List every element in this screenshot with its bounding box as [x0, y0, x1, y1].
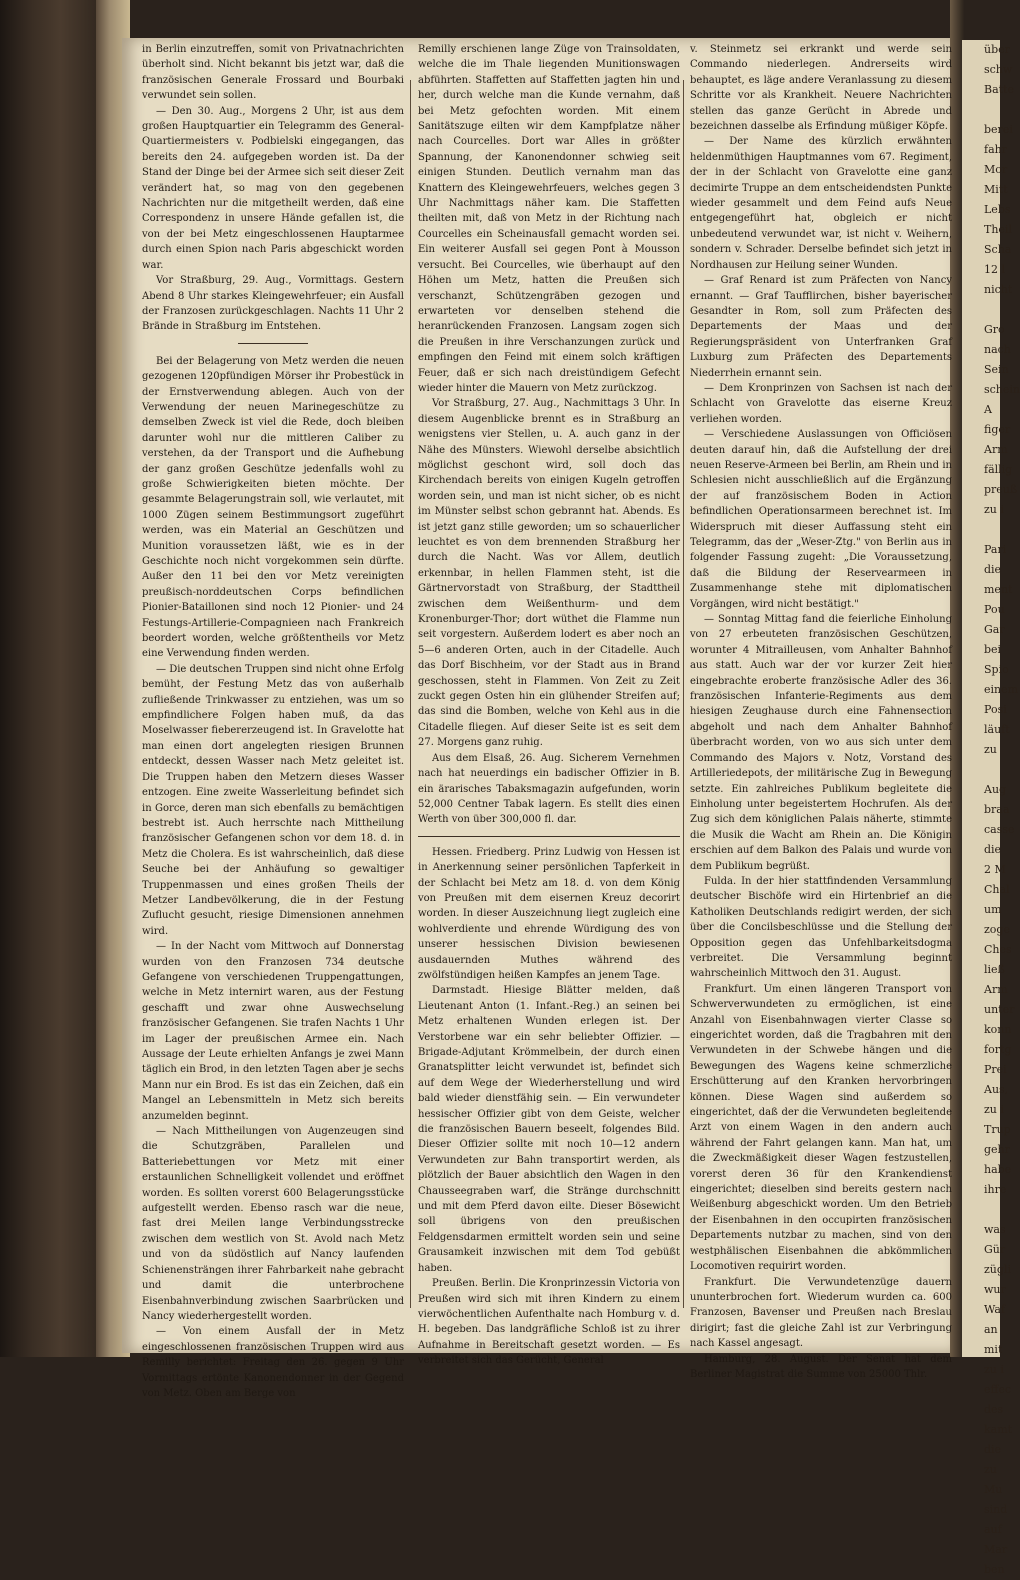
facing-page-line: Batte [984, 83, 1014, 96]
facing-page-line: Sein [984, 363, 1009, 376]
facing-page-line: fällig [984, 463, 1013, 476]
facing-page-line: läuft [984, 723, 1010, 736]
facing-page-line: Trup [984, 1123, 1011, 1136]
article-paragraph: — Dem Kronprinzen von Sachsen ist nach der Schlacht von Gravelotte das eiserne Kreuz verliehen worden. [690, 382, 952, 425]
facing-page-line: fahr [984, 143, 1007, 156]
article-paragraph: — Die deutschen Truppen sind nicht ohne Erfolg bemüht, der Festung Metz das von außerhalb zufließende Trinkwasser zu entziehen, was um so empfindlichere Folgen haben muß, da das Moselwasser fiebererzeugend ist. In Gravelotte hat man einen dort angelegten riesigen Brunnen entdeckt, dessen Wasser nach Metz geleitet ist. Die Truppen haben den Metzern dieses Wasser entzogen. Eine zweite Wasserleitung befindet sich in Gorce, deren man sich ebenfalls zu bemächtigen bestrebt ist. Auch herrschte nach Mittheilung französischer Gefangenen schon vor dem 18. d. in Metz die Cholera. Es ist wahrscheinlich, daß diese Seuche bei der Anhäufung so gewaltiger Truppenmassen und eines großen Theils der Metzer Landbevölkerung, die in der Festung Zuflucht gesucht, riesige Dimensionen annehmen wird. [142, 663, 404, 937]
facing-page-line: mit [984, 1343, 1003, 1356]
article-paragraph: — Sonntag Mittag fand die feierliche Einholung von 27 erbeuteten französischen Geschützen, worunter 4 Mitrailleusen, vom Anhalter Bahnhof aus statt. Auch war der vor kurzer Zeit hier eingebrachte eroberte französische Adler des 36. französischen Infanterie-Regiments aus dem hiesigen Zeughause durch eine Fahnensection abgeholt und nach dem Anhalter Bahnhof überbracht worden, von wo aus sich unter dem Commando des Majors v. Notz, Vorstand des Artilleriedepots, der militärische Zug in Bewegung setzte. Ein zahlreiches Publikum begleitete die Einholung unter begeistertem Hochrufen. Als der Zug sich dem königlichen Palais näherte, stimmte die Musik die Wacht am Rhein an. Die Königin erschien auf dem Balkon des Palais und wurde von dem Publikum begrüßt. [690, 614, 952, 872]
facing-page-line: Gür [984, 1243, 1006, 1256]
facing-page-line: Aug [984, 783, 1007, 796]
article-paragraph: — Nach Mittheilungen von Augenzeugen sind die Schutzgräben, Parallelen und Batteriebettungen vor Metz mit einer erstaunlichen Schnelligkeit vollendet und eröffnet worden. Es sollten vorerst 600 Belagerungsstücke aufgestellt werden. Ebenso rasch war die neue, fast drei Meilen lange Verbindungsstrecke zwischen dem westlich von St. Avold nach Metz und von da südöstlich auf Nancy laufenden Schienensträngen ihrer Fahrbarkeit nahe gebracht und damit die unterbrochene Eisenbahnverbindung zwischen Saarbrücken und Nancy wiederhergestellt worden. [142, 1126, 404, 1322]
article-paragraph: Hamburg, 28. August. Der Senat hat dem Berliner Magistrat die Summe von 25000 Thlr. [690, 1353, 952, 1380]
section-separator [418, 836, 680, 837]
facing-page-line: kamt [984, 1423, 1013, 1436]
article-paragraph: Hessen. Friedberg. Prinz Ludwig von Hessen ist in Anerkennung seiner persönlichen Tapferkeit in der Schlacht bei Metz am 18. d. von dem König von Preußen mit dem eisernen Kreuz decorirt worden. In dieser Auszeichnung liegt zugleich eine wohlverdiente und ehrende Würdigung des von unserer hessischen Division bewiesenen ausdauernden Muthes während des zwölfstündigen heißen Kampfes an jenem Tage. [418, 846, 680, 981]
facing-page-line: fortg [984, 1043, 1012, 1056]
facing-page-line: um [984, 903, 1002, 916]
facing-page-line: effec [984, 1383, 1011, 1396]
facing-page-line: Waf [984, 1303, 1005, 1316]
facing-page-line: auf [984, 1523, 1002, 1536]
facing-page-line: was [984, 1223, 1006, 1236]
column-2 [418, 42, 680, 1367]
facing-page-line: Spio [984, 663, 1009, 676]
facing-page-line [962, 300, 1000, 320]
facing-page-line: Prei [984, 1063, 1007, 1076]
facing-page-line [962, 760, 1000, 780]
book-spine [0, 0, 110, 1357]
facing-page-line: konn [984, 1023, 1012, 1036]
article-paragraph: Darmstadt. Hiesige Blätter melden, daß Lieutenant Anton (1. Infant.-Reg.) an seinen bei Metz erhaltenen Wunden erlegen ist. Der Verstorbene war ein sehr beliebter Offizier. — Brigade-Adjutant Krömmelbein, der durch einen Granatsplitter leicht verwundet ist, befindet sich auf dem Wege der Wiederherstellung und wird bald wieder dienstfähig sein. — Ein verwundeter hessischer Offizier gibt von dem Geiste, welcher die französischen Bauern beseelt, folgendes Bild. Dieser Offizier sollte mit noch 10—12 andern Verwundeten zur Bahn transportirt werden, als plötzlich der Bauer absichtlich den Wagen in den Chausseegraben warf, die Stränge durchschnitt und mit dem Pferd davon eilte. Dieser Bösewicht soll übrigens von den preußischen Feldgensdarmen ermittelt worden sein und seine Grausamkeit inzwischen mit dem Tod gebüßt haben. [418, 985, 680, 1274]
article-paragraph: — Den 30. Aug., Morgens 2 Uhr, ist aus dem großen Hauptquartier ein Telegramm des General-Quartiermeisters v. Podbielski eingegangen, das bereits den 24. aufgegeben worden ist. Da der Stand der Dinge bei der Armee sich seit dieser Zeit verändert hat, so mag von den gegebenen Nachrichten nur die mitgetheilt werden, daß eine Correspondenz in unsere Hände gefallen ist, die von der bei Metz eingeschlossenen Hauptarmee durch einen Spion nach Paris abgeschickt worden war. [142, 105, 404, 271]
article-paragraph: Frankfurt. Die Verwundetenzüge dauern ununterbrochen fort. Wiederum wurden ca. 600 Franzosen, Bavenser und Preußen nach Breslau dirigirt; fast die gleiche Zahl ist zur Verbringung nach Kassel angesagt. [690, 1276, 952, 1350]
facing-page-line: an [984, 1323, 998, 1336]
facing-page-line: zu i [984, 503, 1004, 516]
facing-page-line [962, 520, 1000, 540]
article-paragraph: Fulda. In der hier stattfindenden Versammlung deutscher Bischöfe wird ein Hirtenbrief an die Katholiken Deutschlands redigirt werden, der sich über die Concilsbeschlüsse und die Stellung der Opposition gegen das Unfehlbarkeitsdogma verbreitet. Die Versammlung beginnt wahrscheinlich Mittwoch den 31. August. [690, 875, 952, 980]
facing-page-line: Gro [984, 323, 1005, 336]
facing-page-line: Ches [984, 943, 1012, 956]
column-rule-2 [683, 80, 684, 1308]
facing-page-line: casse [984, 823, 1015, 836]
facing-page-line: Mitt [984, 183, 1008, 196]
facing-page-line: Posi [984, 703, 1007, 716]
facing-page-line: schein [984, 383, 1020, 396]
facing-page-line: Lebs [984, 203, 1011, 216]
facing-page-fragment [962, 40, 1020, 1576]
facing-page-line: Scha [984, 243, 1012, 256]
facing-page-line: Gar [984, 623, 1005, 636]
article-paragraph: Frankfurt. Um einen längeren Transport von Schwerverwundeten zu ermöglichen, ist eine Anzahl von Eisenbahnwagen vierter Classe so eingerichtet worden, daß die Tragbahren mit den Verwundeten in der Schwebe hängen und die Bewegungen des Wagens keine schmerzliche Erschütterung auf den Kranken hervorbringen können. Diese Wagen sind außerdem so eingerichtet, daß der die Verwundeten begleitende Arzt von einem Wagen in den andern auch während der Fahrt gelangen kann. Man hat, um die Zweckmäßigkeit dieser Wagen festzustellen, vorerst deren 36 für den Krankendienst eingerichtet; dieselben sind bereits gestern nach Weißenburg abgeschickt worden. Um den Betrieb der Eisenbahnen in den occupirten französischen Departements nutzbar zu machen, sind von den westphälischen Eisenbahnen die abkömmlichen Locomotiven requirirt worden. [690, 983, 952, 1273]
facing-page-line: Mu [984, 1483, 1003, 1496]
facing-page-line: gehr [984, 1143, 1010, 1156]
facing-page-line: die [984, 563, 1002, 576]
facing-page-line: nach [984, 343, 1011, 356]
facing-page-line: die [984, 1443, 1002, 1456]
facing-page-line: einem [984, 683, 1019, 696]
article-paragraph: v. Steinmetz sei erkrankt und werde sein Commando niederlegen. Andrerseits wird behauptet, es läge andere Veranlassung zu diesem Schritte vor als Krankheit. Neuere Nachrichten stellen das ganze Gerücht in Abrede und bezeichnen dasselbe als Erfindung müßiger Köpfe. [690, 44, 952, 133]
section-separator [238, 343, 308, 344]
column-rule-1 [410, 80, 411, 1308]
article-paragraph: — In der Nacht vom Mittwoch auf Donnerstag wurden von den Franzosen 734 deutsche Gefangene von verschiedenen Truppengattungen, welche in Metz internirt waren, aus der Festung geschafft und zwar ohne Auswechselung französischer Gefangenen. Sie trafen Nachts 1 Uhr im Lager der preußischen Armee ein. Nach Aussage der Leute erhielten Anfangs je zwei Mann täglich ein Brod, in den letzten Tagen aber je sechs Mann nur ein Brod. Es ist das ein Zeichen, daß ein Mangel an Lebensmitteln in Metz sich bereits anzumelden beginnt. [142, 941, 404, 1122]
facing-page-line: ment [984, 583, 1013, 596]
facing-page-line: preuß [984, 483, 1018, 496]
column-1 [142, 42, 404, 1399]
article-paragraph: — Der Name des kürzlich erwähnten heldenmüthigen Hauptmannes vom 67. Regiment, der in der Schlacht von Gravelotte eine ganz decimirte Truppe an dem entscheidendsten Punkte wieder gesammelt und dem Feind aufs Neue entgegengeführt hat, obgleich er nicht unbedeutend verwundet war, ist nicht v. Weihern, sondern v. Schrader. Derselbe befindet sich jetzt in Nordhausen zur Heilung seiner Wunden. [690, 136, 952, 271]
facing-page-line: Mar [984, 1543, 1008, 1556]
facing-page-line: Theil [984, 223, 1012, 236]
facing-page-line: ben [984, 1563, 1005, 1576]
facing-page-line: nicht [984, 283, 1013, 296]
column-3 [690, 42, 952, 1380]
facing-page-line [962, 1200, 1000, 1220]
facing-page-line: Arm [984, 443, 1008, 456]
facing-page-line: sind [984, 1503, 1008, 1516]
article-paragraph: Vor Straßburg, 29. Aug., Vormittags. Gestern Abend 8 Uhr starkes Kleingewehrfeuer; ein Ausfall der Franzosen zurückgeschlagen. Nachts 11 Uhr 2 Brände in Straßburg im Entstehen. [142, 275, 404, 333]
article-paragraph: Remilly erschienen lange Züge von Trainsoldaten, welche die im Thale liegenden Munitionswagen abführten. Staffetten auf Staffetten jagten hin und her, durch welche man die Kunde vernahm, daß bei Metz gefochten worden. Mit einem Sanitätszuge eilten wir dem Kampfplatze näher nach Courcelles. Dort war Alles in größter Spannung, der Kanonendonner schwieg seit einigen Stunden. Deutlich vernahm man das Knattern des Kleingewehrfeuers, welches gegen 3 Uhr Nachmittags näher kam. Die Staffetten theilten mit, daß von Metz in der Richtung nach Courcelles ein Scheinausfall gemacht worden sei. Ein weiterer Ausfall sei gegen Pont à Mousson versucht. Bei Courcelles, wie überhaupt auf den Höhen um Metz, hatten die Preußen sich verschanzt, Schützengräben gezogen und erwarteten vor denselben stehend die heranrückenden Franzosen. Langsam zogen sich die Preußen in ihre Verschanzungen zurück und empfingen den Feind mit einem solch kräftigen Feuer, daß er sich nach dreistündigem Gefecht wieder hinter die Mauern von Metz zurückzog. [418, 44, 680, 394]
article-paragraph: Aus dem Elsaß, 26. Aug. Sicherem Vernehmen nach hat neuerdings ein badischer Offizier in B. ein ärarisches Tabaksmagazin aufgefunden, worin 52,000 Centner Tabak lagern. Es stellt dies einen Werth von über 300,000 fl. dar. [418, 752, 680, 826]
facing-page-line: 2 M [984, 863, 1006, 876]
facing-page-line [962, 100, 1000, 120]
facing-page-line: bei [984, 643, 1002, 656]
facing-page-line: figer [984, 423, 1011, 436]
facing-page-line: zu [984, 743, 997, 756]
facing-page-line: ließ [984, 963, 1005, 976]
facing-page-line: unter [984, 1003, 1015, 1016]
article-paragraph: — Verschiedene Auslassungen von Officiösen deuten darauf hin, daß die Aufstellung der drei neuen Reserve-Armeen bei Berlin, am Rhein und in Schlesien nicht ausschließlich auf die Ergänzung der auf französischem Boden in Action befindlichen Operationsarmeen berechnet ist. Im Widerspruch mit dieser Auffassung steht ein Telegramm, das der „Weser-Ztg." von Berlin aus in folgender Fassung zugeht: „Die Voraussetzung, daß die Bildung der Reservearmeen in Zusammenhange stehe mit diplomatischen Vorgängen, wird nicht bestätigt." [690, 429, 952, 610]
facing-page-line: braa [984, 803, 1010, 816]
article-paragraph: — Von einem Ausfall der in Metz eingeschlossenen französischen Truppen wird aus Remilly berichtet: Freitag den 26. gegen 9 Uhr Vormittags ertönte Kanonendonner in der Gegend von Metz. Oben am Berge von [142, 1326, 404, 1399]
facing-page-line: wur [984, 1283, 1006, 1296]
article-paragraph: Preußen. Berlin. Die Kronprinzessin Victoria von Preußen wird sich mit ihren Kindern zu einem vierwöchentlichen Aufenthalte nach Homburg v. d. H. begeben. Das landgräfliche Schloß ist zu ihrer Aufnahme in Bereitschaft gesetzt worden. — Es verbreitet sich das Gerücht, General [418, 1278, 680, 1367]
facing-page-line: über [984, 43, 1010, 56]
article-paragraph: Vor Straßburg, 27. Aug., Nachmittags 3 Uhr. In diesem Augenblicke brennt es in Straßburg an wenigstens vier Stellen, u. A. auch ganz in der Nähe des Münsters. Wiewohl derselbe absichtlich möglichst geschont wird, soll doch das Kirchendach bereits von einigen Kugeln getroffen worden sein, und man ist nicht sicher, ob es nicht im Münster selbst schon gebrannt hat. Abends. Es ist jetzt ganz stille geworden; um so schauerlicher leuchtet es von dem brennenden Straßburg her durch die Nacht. Was vor Allem, deutlich erkennbar, in hellen Flammen steht, ist die Gärtnervorstadt von Straßburg, der Stadttheil zwischen dem Weißenthurm- und dem Kronenburger-Thor; dort wüthet die Flamme nun seit vorgestern. Außerdem lodert es aber noch an 5—6 anderen Orten, auch in der Citadelle. Auch das Dorf Bischheim, vor der Stadt aus in Brand geschossen, steht in Flammen. Von Zeit zu Zeit zuckt gegen Osten hin ein glühender Streifen auf; das sind die Bomben, welche von Kehl aus in die Citadelle fliegen. Auf dieser Seite ist es seit dem 27. Morgens ganz ruhig. [418, 398, 680, 749]
facing-page-line: Pari [984, 543, 1007, 556]
facing-page-line: Mor [984, 163, 1008, 176]
facing-page-line: die [984, 843, 1002, 856]
facing-page-line: Arm [984, 983, 1008, 996]
facing-page-line: des [984, 1403, 1004, 1416]
facing-page-line: zu [984, 1463, 997, 1476]
facing-page-line: zu i [984, 1103, 1004, 1116]
facing-page-line: Chal [984, 883, 1010, 896]
facing-page-line: schw [984, 63, 1013, 76]
article-paragraph: Bei der Belagerung von Metz werden die neuen gezogenen 120pfündigen Mörser ihr Probestück in der Ernstverwendung ablegen. Auch von der Verwendung der neuen Marinegeschütze zu demselben Zweck ist viel die Rede, doch bleiben darunter wohl nur die mittleren Caliber zu verstehen, da der Transport und die Aufhebung der ganz großen Geschütze jedenfalls wohl zu große Schwierigkeiten bieten möchte. Der gesammte Belagerungstrain soll, wie verlautet, mit 1000 Zügen seinem Bestimmungsort zugeführt werden, was ein Material an Geschützen und Munition voraussetzen läßt, wie es in der Geschichte noch nicht vorgekommen sein dürfte. Außer den 11 bei den vor Metz vereinigten preußisch-norddeutschen Corps befindlichen Pionier-Bataillonen sind noch 12 Pionier- und 24 Festungs-Artillerie-Compagnieen nach Frankreich beordert worden, welche größtentheils vor Metz eine Verwendung finden werden. [142, 355, 404, 660]
facing-page-line: Pou [984, 603, 1005, 616]
facing-page-line: habe [984, 1163, 1012, 1176]
facing-page-line: zu i [984, 1363, 1004, 1376]
facing-page-line: zügli [984, 1263, 1011, 1276]
facing-page-line: ihre [984, 1183, 1007, 1196]
facing-page-line: zoge [984, 923, 1010, 936]
article-paragraph: in Berlin einzutreffen, somit von Privatnachrichten überholt sind. Nicht bekannt bis jetzt war, daß die französischen Generale Frossard und Bourbaki verwundet sein sollen. [142, 44, 404, 102]
facing-page-line: Aus, [984, 1083, 1009, 1096]
facing-page-line: berei [984, 123, 1013, 136]
facing-page-line: 12 l [984, 263, 1006, 276]
facing-page-line: A [984, 403, 992, 416]
article-paragraph: — Graf Renard ist zum Präfecten von Nancy ernannt. — Graf Taufflirchen, bisher bayerischer Gesandter in Rom, soll zum Präfecten des Departements der Maas und der Regierungspräsident von Unterfranken Graf Luxburg zum Präfecten des Departements Niederrhein ernannt sein. [690, 275, 952, 379]
